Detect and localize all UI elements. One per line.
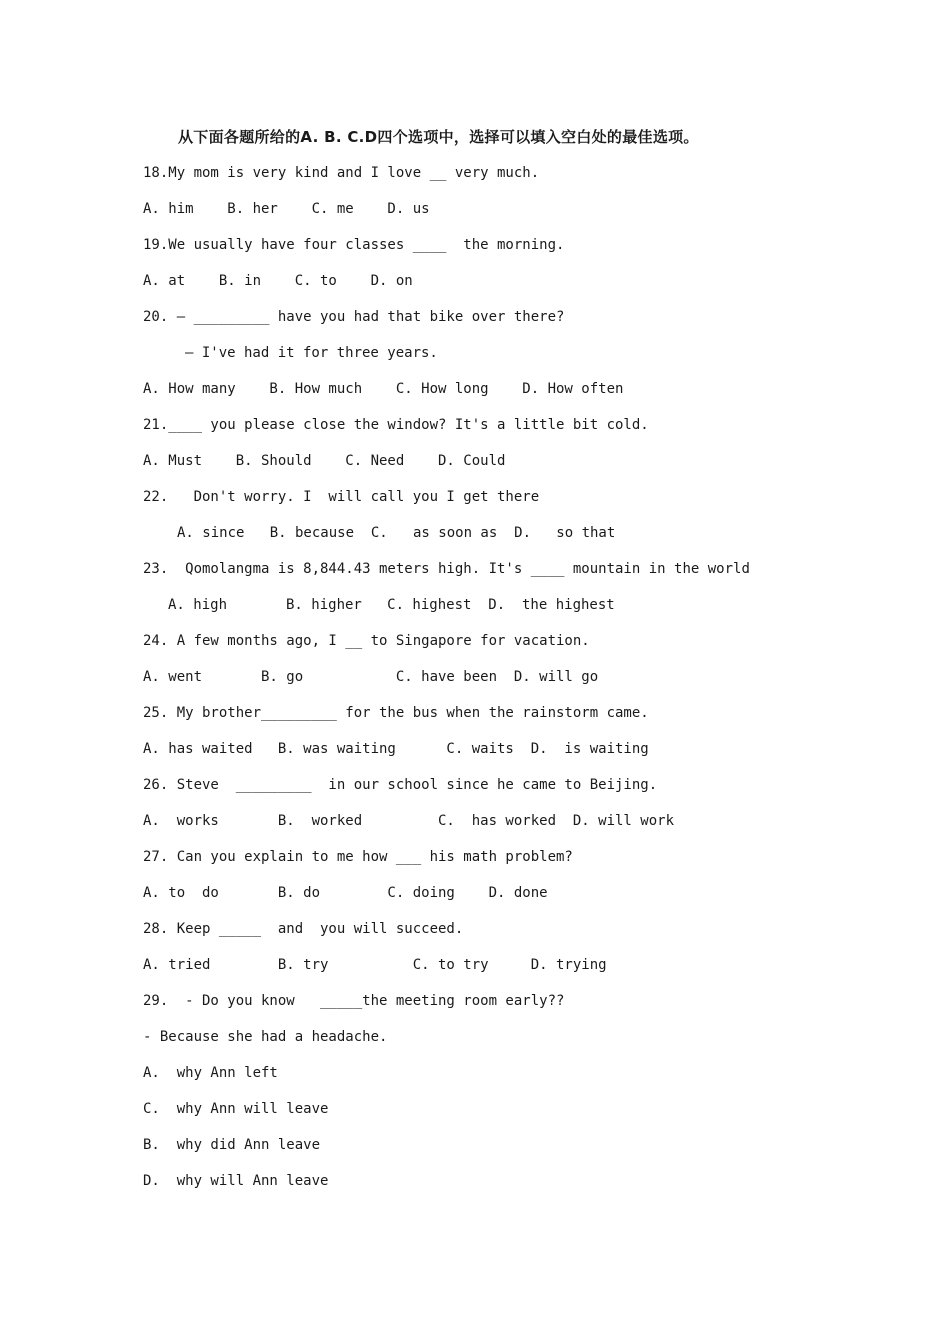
question-21-options: A. Must B. Should C. Need D. Could [143,453,506,469]
question-18-options: A. him B. her C. me D. us [143,201,430,217]
question-18: 18.My mom is very kind and I love __ very much. [143,165,540,181]
instruction-heading: 从下面各题所给的A. B. C.D四个选项中，选择可以填入空白处的最佳选项。 [178,128,699,146]
question-29-option-b: B. why did Ann leave [143,1137,321,1153]
question-26: 26. Steve _________ in our school since he came to Beijing. [143,777,658,793]
question-26-options: A. works B. worked C. has worked D. will work [143,813,675,829]
question-29-option-d: D. why will Ann leave [143,1173,329,1189]
question-25-options: A. has waited B. was waiting C. waits D. is waiting [143,741,649,757]
question-22: 22. Don't worry. I will call you I get there [143,489,540,505]
question-29-option-a: A. why Ann left [143,1065,278,1081]
question-24: 24. A few months ago, I __ to Singapore for vacation. [143,633,590,649]
question-23: 23. Qomolangma is 8,844.43 meters high. It's ____ mountain in the world [143,561,750,577]
question-29-answer-line: - Because she had a headache. [143,1029,388,1045]
question-27-options: A. to do B. do C. doing D. done [143,885,548,901]
question-29-option-c: C. why Ann will leave [143,1101,329,1117]
question-19-options: A. at B. in C. to D. on [143,273,413,289]
question-27: 27. Can you explain to me how ___ his math problem? [143,849,573,865]
question-29: 29. - Do you know _____the meeting room early?? [143,993,565,1009]
question-19: 19.We usually have four classes ____ the morning. [143,237,565,253]
question-21: 21.____ you please close the window? It's a little bit cold. [143,417,649,433]
question-25: 25. My brother_________ for the bus when the rainstorm came. [143,705,649,721]
question-28-options: A. tried B. try C. to try D. trying [143,957,607,973]
question-20-options: A. How many B. How much C. How long D. How often [143,381,624,397]
question-22-options: A. since B. because C. as soon as D. so that [177,525,616,541]
question-28: 28. Keep _____ and you will succeed. [143,921,464,937]
question-20: 20. — _________ have you had that bike over there? [143,309,565,325]
question-20-answer-line: — I've had it for three years. [185,345,438,361]
question-23-options: A. high B. higher C. highest D. the highest [168,597,615,613]
question-24-options: A. went B. go C. have been D. will go [143,669,599,685]
